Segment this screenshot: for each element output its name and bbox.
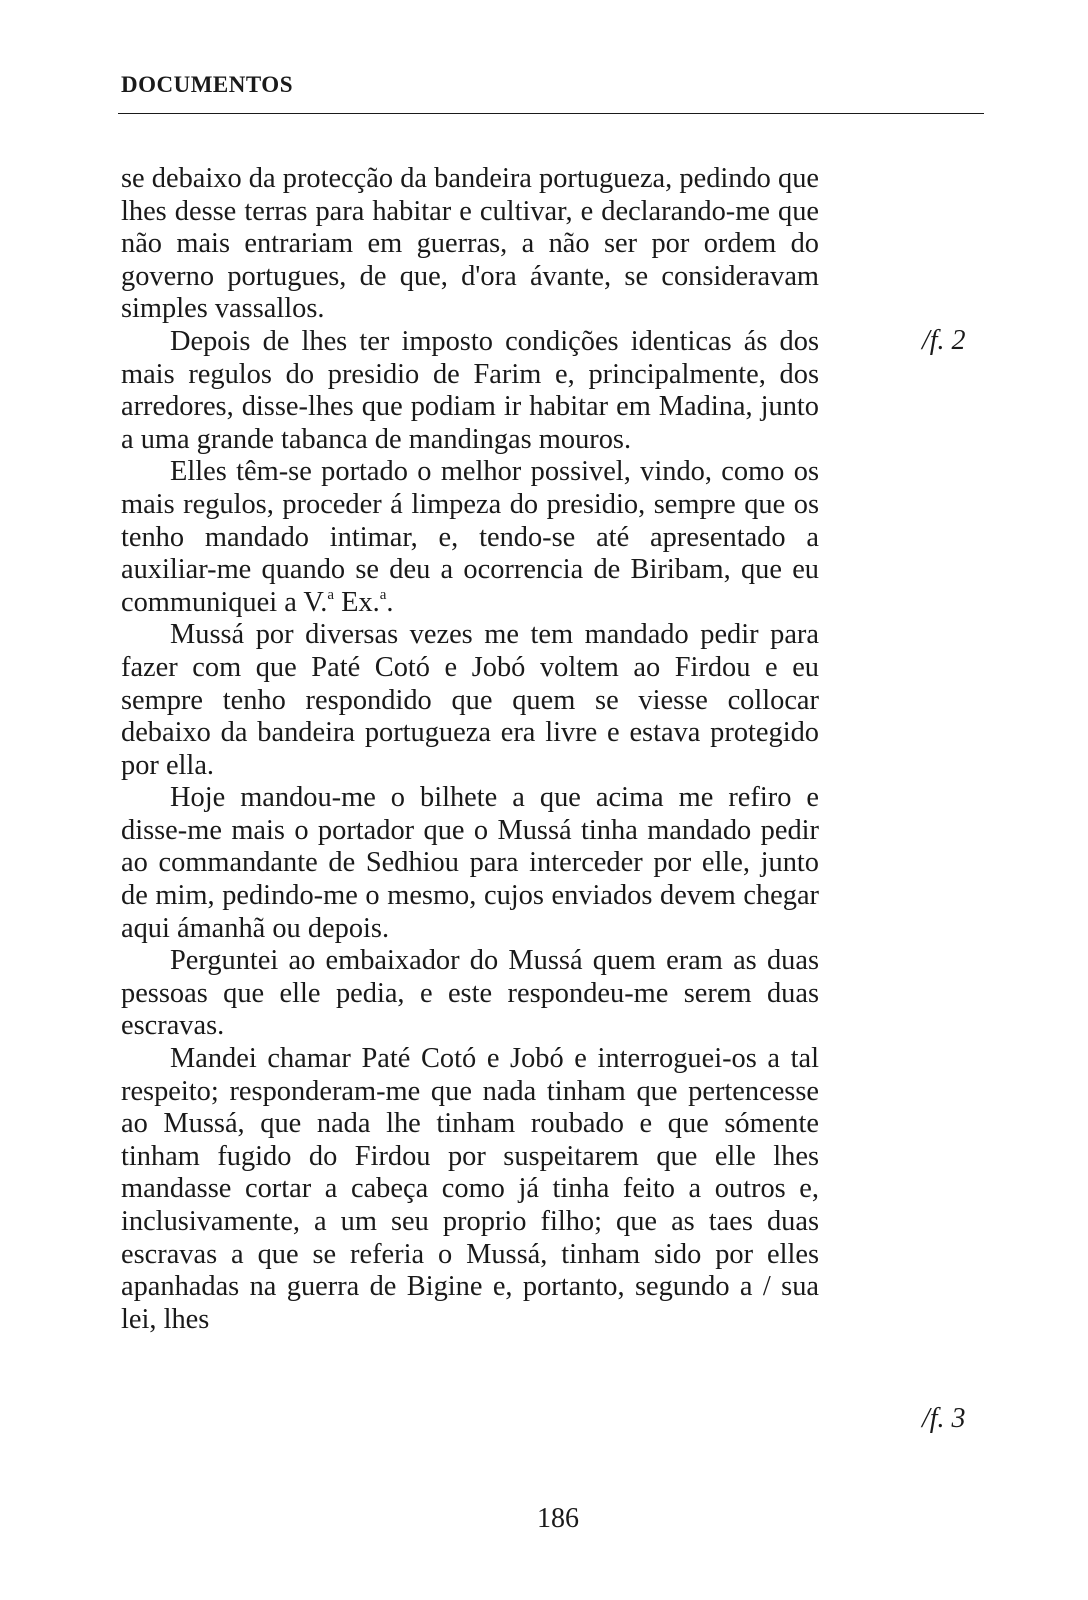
body-text bbox=[121, 163, 819, 1336]
paragraph: Depois de lhes ter imposto condições identicas ás dos mais regulos do presidio de Farim e, principalmente, dos arredores, disse-lhes que podiam ir habitar em Madina, junto a uma grande tabanca de mandingas mouros. bbox=[121, 325, 819, 455]
paragraph: Hoje mandou-me o bilhete a que acima me refiro e disse-me mais o portador que o Mussá tinha mandado pedir ao commandante de Sedhiou para interceder por elle, junto de mim, pedindo-me o mesmo, cujos enviados devem chegar aqui ámanhã ou depois. bbox=[121, 782, 819, 944]
header-rule bbox=[118, 113, 984, 114]
page-number: 186 bbox=[537, 1503, 579, 1534]
paragraph: Perguntei ao embaixador do Mussá quem eram as duas pessoas que elle pedia, e este respondeu-me serem duas escravas. bbox=[121, 945, 819, 1042]
running-header: DOCUMENTOS bbox=[121, 72, 293, 97]
paragraph: Mandei chamar Paté Cotó e Jobó e interroguei-os a tal respeito; responderam-me que nada tinham que pertencesse ao Mussá, que nada lhe tinham roubado e que sómente tinham fugido do Firdou por suspeitarem que elle lhes mandasse cortar a cabeça como já tinha feito a outros e, inclusivamente, a um seu proprio filho; que as taes duas escravas a que se referia o Mussá, tinham sido por elles apanhadas na guerra de Bigine e, portanto, segundo a / sua lei, lhes bbox=[121, 1043, 819, 1335]
folio-marker: /f. 2 bbox=[922, 325, 966, 356]
paragraph: se debaixo da protecção da bandeira portugueza, pedindo que lhes desse terras para habitar e cultivar, e declarando-me que não mais entrariam em guerras, a não ser por ordem do governo portugues, de que, d'ora ávante, se consideravam simples vassallos. bbox=[121, 163, 819, 325]
paragraph: Elles têm-se portado o melhor possivel, vindo, como os mais regulos, proceder á limpeza do presidio, sempre que os tenho mandado intimar, e, tendo-se até apresentado a auxiliar-me quando se deu a ocorrencia de Biribam, que eu communiquei a V.$^a$ Ex.$^a$. bbox=[121, 456, 819, 618]
paragraph: Mussá por diversas vezes me tem mandado pedir para fazer com que Paté Cotó e Jobó voltem ao Firdou e eu sempre tenho respondido que quem se viesse collocar debaixo da bandeira portugueza era livre e estava protegido por ella. bbox=[121, 619, 819, 781]
folio-marker: /f. 3 bbox=[922, 1403, 966, 1434]
